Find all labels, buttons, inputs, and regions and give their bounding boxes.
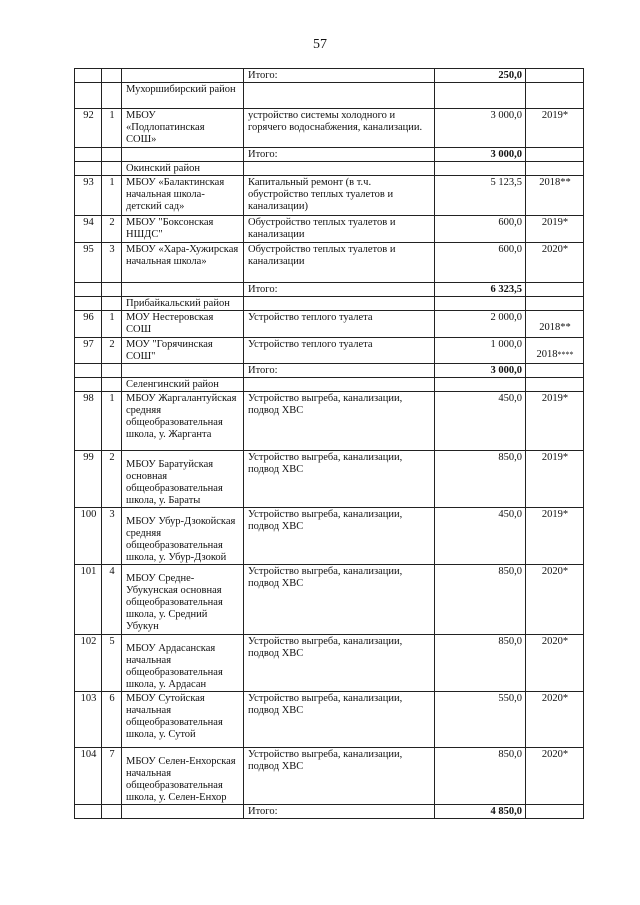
amount bbox=[435, 338, 526, 364]
school-name bbox=[122, 451, 244, 508]
work-description bbox=[244, 392, 435, 451]
school-name-text: МБОУ Убур-Дзокойская средняя общеобразовательная школа, у. Убур-Дзокой bbox=[126, 516, 236, 563]
row-number-text: 96 bbox=[83, 312, 94, 323]
year bbox=[526, 692, 584, 748]
row-number bbox=[75, 216, 102, 243]
school-name-text: Окинский район bbox=[126, 163, 200, 174]
amount-text: 600,0 bbox=[498, 244, 522, 255]
school-name-text: МБОУ Баратуйская основная общеобразовательная школа, у. Бараты bbox=[126, 459, 223, 506]
amount-text: 4 850,0 bbox=[490, 806, 522, 817]
work-description-text: Устройство выгреба, канализации, подвод ХВС bbox=[248, 452, 403, 475]
school-name-text: МБОУ «Подлопатинская СОШ» bbox=[126, 110, 205, 145]
row-number-text: 93 bbox=[83, 177, 94, 188]
work-description bbox=[244, 109, 435, 148]
row-number-text: 103 bbox=[80, 693, 97, 704]
year-text: 2019* bbox=[541, 509, 569, 520]
row-number bbox=[75, 508, 102, 565]
amount-text: 6 323,5 bbox=[490, 284, 522, 295]
work-description-text: Обустройство теплых туалетов и канализации bbox=[248, 244, 396, 267]
amount-text: 3 000,0 bbox=[490, 149, 522, 160]
row-subnumber-text: 3 bbox=[109, 509, 115, 520]
district-row bbox=[75, 83, 584, 109]
school-name bbox=[122, 83, 244, 109]
year bbox=[526, 109, 584, 148]
year bbox=[526, 392, 584, 451]
row-number-text: 97 bbox=[83, 339, 94, 350]
district-row bbox=[75, 297, 584, 311]
table-row bbox=[75, 508, 584, 565]
row-number bbox=[75, 635, 102, 692]
row-subnumber bbox=[102, 338, 122, 364]
year bbox=[526, 338, 584, 364]
row-number-text: 92 bbox=[83, 110, 94, 121]
work-description-text: Устройство выгреба, канализации, подвод ХВС bbox=[248, 509, 403, 532]
year bbox=[526, 243, 584, 283]
work-description-text: Устройство теплого туалета bbox=[248, 339, 373, 350]
school-name bbox=[122, 338, 244, 364]
school-name bbox=[122, 283, 244, 297]
school-name bbox=[122, 364, 244, 378]
work-description bbox=[244, 635, 435, 692]
amount bbox=[435, 109, 526, 148]
total-row bbox=[75, 805, 584, 819]
row-number bbox=[75, 451, 102, 508]
work-description bbox=[244, 451, 435, 508]
row-number bbox=[75, 748, 102, 805]
row-subnumber bbox=[102, 805, 122, 819]
year-text: 2020* bbox=[541, 244, 569, 255]
work-description bbox=[244, 338, 435, 364]
school-name-text: МБОУ «Хара-Хужирская начальная школа» bbox=[126, 244, 239, 267]
work-description bbox=[244, 692, 435, 748]
total-row bbox=[75, 69, 584, 83]
row-subnumber bbox=[102, 283, 122, 297]
work-description bbox=[244, 162, 435, 176]
work-description-text: Итого: bbox=[248, 284, 278, 295]
amount bbox=[435, 148, 526, 162]
row-number bbox=[75, 297, 102, 311]
amount-text: 550,0 bbox=[498, 693, 522, 704]
school-name-text: Селенгинский район bbox=[126, 379, 219, 390]
school-name-text: МОУ "Горячинская СОШ" bbox=[126, 339, 213, 362]
school-name-text: Прибайкальский район bbox=[126, 298, 230, 309]
amount bbox=[435, 176, 526, 216]
school-name-text: МБОУ "Боксонская НШДС" bbox=[126, 217, 214, 240]
amount bbox=[435, 364, 526, 378]
year bbox=[526, 451, 584, 508]
amount bbox=[435, 283, 526, 297]
amount-text: 850,0 bbox=[498, 452, 522, 463]
work-description bbox=[244, 748, 435, 805]
row-number bbox=[75, 148, 102, 162]
table-row bbox=[75, 692, 584, 748]
row-subnumber bbox=[102, 508, 122, 565]
row-number bbox=[75, 83, 102, 109]
row-subnumber-text: 1 bbox=[109, 177, 115, 188]
row-subnumber bbox=[102, 392, 122, 451]
year bbox=[526, 297, 584, 311]
work-description bbox=[244, 148, 435, 162]
school-name bbox=[122, 311, 244, 338]
row-number-text: 104 bbox=[80, 749, 97, 760]
amount bbox=[435, 635, 526, 692]
row-subnumber bbox=[102, 748, 122, 805]
row-subnumber-text: 6 bbox=[109, 693, 115, 704]
amount bbox=[435, 297, 526, 311]
row-subnumber-text: 1 bbox=[109, 312, 115, 323]
row-subnumber bbox=[102, 176, 122, 216]
table-row bbox=[75, 392, 584, 451]
row-subnumber bbox=[102, 148, 122, 162]
row-subnumber bbox=[102, 162, 122, 176]
school-name bbox=[122, 748, 244, 805]
work-description bbox=[244, 364, 435, 378]
work-description-text: Устройство выгреба, канализации, подвод ХВС bbox=[248, 636, 403, 659]
page-number: 57 bbox=[313, 37, 327, 52]
row-number bbox=[75, 69, 102, 83]
row-number bbox=[75, 109, 102, 148]
amount bbox=[435, 69, 526, 83]
school-name bbox=[122, 508, 244, 565]
row-subnumber bbox=[102, 297, 122, 311]
amount-text: 450,0 bbox=[498, 393, 522, 404]
year bbox=[526, 283, 584, 297]
year bbox=[526, 148, 584, 162]
year bbox=[526, 364, 584, 378]
school-name-text: МОУ Нестеровская СОШ bbox=[126, 312, 214, 335]
row-number-text: 102 bbox=[80, 636, 97, 647]
year-text: 2018** bbox=[539, 177, 571, 188]
row-number bbox=[75, 392, 102, 451]
amount-text: 600,0 bbox=[498, 217, 522, 228]
work-description-text: Устройство теплого туалета bbox=[248, 312, 373, 323]
work-description-text: Устройство выгреба, канализации, подвод ХВС bbox=[248, 693, 403, 716]
amount bbox=[435, 451, 526, 508]
amount-text: 2 000,0 bbox=[490, 312, 522, 323]
school-name bbox=[122, 692, 244, 748]
school-name bbox=[122, 162, 244, 176]
work-description-text: Итого: bbox=[248, 70, 278, 81]
row-subnumber-text: 1 bbox=[109, 393, 115, 404]
year bbox=[526, 176, 584, 216]
row-subnumber-text: 4 bbox=[109, 566, 115, 577]
row-number bbox=[75, 565, 102, 635]
amount-text: 1 000,0 bbox=[490, 339, 522, 350]
amount bbox=[435, 508, 526, 565]
amount-text: 850,0 bbox=[498, 566, 522, 577]
row-number bbox=[75, 283, 102, 297]
school-name bbox=[122, 243, 244, 283]
school-name bbox=[122, 378, 244, 392]
program-table bbox=[74, 68, 584, 819]
work-description bbox=[244, 297, 435, 311]
year bbox=[526, 83, 584, 109]
row-number-text: 100 bbox=[80, 509, 97, 520]
year-text: 2019* bbox=[541, 393, 569, 404]
school-name bbox=[122, 297, 244, 311]
row-number bbox=[75, 805, 102, 819]
row-subnumber-text: 1 bbox=[109, 110, 115, 121]
amount bbox=[435, 805, 526, 819]
school-name bbox=[122, 805, 244, 819]
row-subnumber-text: 2 bbox=[109, 339, 115, 350]
year bbox=[526, 508, 584, 565]
amount bbox=[435, 692, 526, 748]
year-text: 2019* bbox=[541, 110, 569, 121]
work-description-text: Итого: bbox=[248, 149, 278, 160]
row-number-text: 98 bbox=[83, 393, 94, 404]
amount bbox=[435, 83, 526, 109]
amount bbox=[435, 243, 526, 283]
work-description-text: Итого: bbox=[248, 365, 278, 376]
row-subnumber bbox=[102, 364, 122, 378]
row-number bbox=[75, 243, 102, 283]
school-name bbox=[122, 635, 244, 692]
school-name-text: МБОУ Жаргалантуйская средняя общеобразовательная школа, у. Жарганта bbox=[126, 393, 237, 440]
year-text: 2020* bbox=[541, 566, 569, 577]
amount bbox=[435, 392, 526, 451]
amount-text: 3 000,0 bbox=[490, 110, 522, 121]
table-row bbox=[75, 176, 584, 216]
amount-text: 850,0 bbox=[498, 749, 522, 760]
row-subnumber bbox=[102, 243, 122, 283]
row-subnumber bbox=[102, 692, 122, 748]
school-name-text: МБОУ Ардасанская начальная общеобразовательная школа, у. Ардасан bbox=[126, 643, 223, 690]
table-row bbox=[75, 451, 584, 508]
total-row bbox=[75, 283, 584, 297]
row-subnumber-text: 2 bbox=[109, 217, 115, 228]
row-subnumber bbox=[102, 83, 122, 109]
work-description bbox=[244, 378, 435, 392]
row-number bbox=[75, 364, 102, 378]
row-subnumber-text: 7 bbox=[109, 749, 115, 760]
school-name bbox=[122, 148, 244, 162]
row-subnumber bbox=[102, 311, 122, 338]
school-name-text: Мухоршибирский район bbox=[126, 84, 236, 95]
table-row bbox=[75, 216, 584, 243]
year bbox=[526, 162, 584, 176]
amount-text: 250,0 bbox=[498, 70, 522, 81]
school-name-text: МБОУ «Балактинская начальная школа-детский сад» bbox=[126, 177, 225, 212]
table-row bbox=[75, 311, 584, 338]
year-text: 2020* bbox=[541, 693, 569, 704]
row-number-text: 94 bbox=[83, 217, 94, 228]
year-text: 2019* bbox=[541, 452, 569, 463]
work-description-text: Устройство выгреба, канализации, подвод ХВС bbox=[248, 393, 403, 416]
district-row bbox=[75, 162, 584, 176]
school-name bbox=[122, 109, 244, 148]
district-row bbox=[75, 378, 584, 392]
work-description bbox=[244, 283, 435, 297]
amount-text: 3 000,0 bbox=[490, 365, 522, 376]
amount-text: 5 123,5 bbox=[490, 177, 522, 188]
work-description-text: Устройство выгреба, канализации, подвод ХВС bbox=[248, 749, 403, 772]
school-name bbox=[122, 176, 244, 216]
table-row bbox=[75, 109, 584, 148]
work-description bbox=[244, 216, 435, 243]
work-description bbox=[244, 805, 435, 819]
row-number bbox=[75, 311, 102, 338]
school-name bbox=[122, 69, 244, 83]
year-text: 2019* bbox=[541, 217, 569, 228]
row-number bbox=[75, 338, 102, 364]
row-subnumber-text: 3 bbox=[109, 244, 115, 255]
school-name bbox=[122, 565, 244, 635]
total-row bbox=[75, 364, 584, 378]
total-row bbox=[75, 148, 584, 162]
year-text: 2018** bbox=[539, 322, 571, 333]
school-name-text: МБОУ Селен-Енхорская начальная общеобразовательная школа, у. Селен-Енхор bbox=[126, 756, 236, 803]
school-name-text: МБОУ Средне-Убукунская основная общеобразовательная школа, у. Средний Убукун bbox=[126, 573, 223, 632]
table-row bbox=[75, 338, 584, 364]
year bbox=[526, 69, 584, 83]
work-description bbox=[244, 508, 435, 565]
year bbox=[526, 635, 584, 692]
row-subnumber bbox=[102, 378, 122, 392]
amount-text: 450,0 bbox=[498, 509, 522, 520]
row-subnumber bbox=[102, 69, 122, 83]
work-description bbox=[244, 176, 435, 216]
row-number bbox=[75, 692, 102, 748]
row-subnumber bbox=[102, 635, 122, 692]
row-number-text: 95 bbox=[83, 244, 94, 255]
year bbox=[526, 805, 584, 819]
year bbox=[526, 378, 584, 392]
row-subnumber bbox=[102, 565, 122, 635]
work-description bbox=[244, 243, 435, 283]
work-description-text: Итого: bbox=[248, 806, 278, 817]
school-name bbox=[122, 392, 244, 451]
work-description bbox=[244, 83, 435, 109]
amount bbox=[435, 216, 526, 243]
row-number bbox=[75, 162, 102, 176]
work-description-text: устройство системы холодного и горячего водоснабжения, канализации. bbox=[248, 110, 423, 133]
school-name-text: МБОУ Сутойская начальная общеобразовательная школа, у. Сутой bbox=[126, 693, 223, 740]
table-row bbox=[75, 635, 584, 692]
row-number-text: 101 bbox=[80, 566, 97, 577]
year-text: 2020* bbox=[541, 749, 569, 760]
row-subnumber bbox=[102, 216, 122, 243]
table-row bbox=[75, 565, 584, 635]
work-description-text: Капитальный ремонт (в т.ч. обустройство теплых туалетов и канализации) bbox=[248, 177, 394, 212]
year-footnote-mark: **** bbox=[557, 350, 574, 359]
work-description-text: Обустройство теплых туалетов и канализации bbox=[248, 217, 396, 240]
row-number bbox=[75, 378, 102, 392]
year bbox=[526, 216, 584, 243]
year-text: 2018 bbox=[536, 349, 558, 360]
row-subnumber bbox=[102, 109, 122, 148]
table-row bbox=[75, 243, 584, 283]
amount bbox=[435, 311, 526, 338]
amount-text: 850,0 bbox=[498, 636, 522, 647]
table-row bbox=[75, 748, 584, 805]
work-description bbox=[244, 565, 435, 635]
year bbox=[526, 311, 584, 338]
amount bbox=[435, 565, 526, 635]
row-subnumber-text: 2 bbox=[109, 452, 115, 463]
row-subnumber bbox=[102, 451, 122, 508]
work-description-text: Устройство выгреба, канализации, подвод ХВС bbox=[248, 566, 403, 589]
row-number-text: 99 bbox=[83, 452, 94, 463]
school-name bbox=[122, 216, 244, 243]
amount bbox=[435, 378, 526, 392]
row-subnumber-text: 5 bbox=[109, 636, 115, 647]
amount bbox=[435, 162, 526, 176]
work-description bbox=[244, 311, 435, 338]
year bbox=[526, 748, 584, 805]
year-text: 2020* bbox=[541, 636, 569, 647]
row-number bbox=[75, 176, 102, 216]
year bbox=[526, 565, 584, 635]
work-description bbox=[244, 69, 435, 83]
amount bbox=[435, 748, 526, 805]
